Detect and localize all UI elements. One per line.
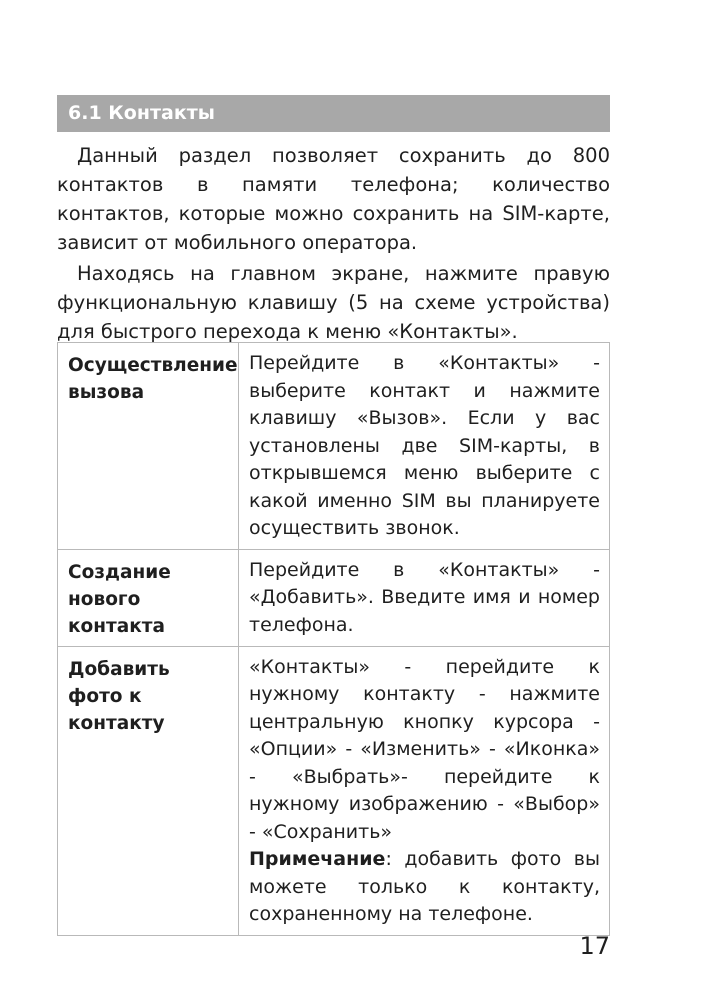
page-number: 17 [579, 932, 610, 960]
row-term-call: Осуществление вызова [58, 343, 239, 550]
intro-text [57, 141, 610, 348]
note [249, 846, 600, 929]
intro-paragraph-2: Находясь на главном экране, нажмите правую функциональную клавишу (5 на схеме устройства) для быстрого перехода к меню «Контакты». [57, 262, 610, 343]
intro-paragraph-1: Данный раздел позволяет сохранить до 800 контактов в памяти телефона; количество контактов, которые можно сохранить на SIM-карте, зависит от мобильного оператора. [57, 144, 610, 254]
table-row [58, 646, 610, 935]
table-row [58, 549, 610, 646]
row-term-add-photo: Добавить фото к контакту [58, 646, 239, 935]
description-text: Перейдите в «Контакты» - выберите контакт и нажмите клавишу «Вызов». Если у вас установлены две SIM-карты, в открывшемся меню выберите с какой именно SIM вы планируете осуществить звонок. [249, 352, 600, 539]
table-row [58, 343, 610, 550]
row-term-create-contact: Создание нового контакта [58, 549, 239, 646]
contacts-table [57, 342, 610, 936]
note-label: Примечание [249, 848, 386, 870]
row-description-create-contact [239, 549, 610, 646]
note-text: : добавить фото вы можете только к контакту, сохраненному на телефоне. [249, 848, 600, 925]
description-text: «Контакты» - перейдите к нужному контакту - нажмите центральную кнопку курсора - «Опции» - «Изменить» - «Иконка» - «Выбрать»- перейдите к нужному изображению - «Выбор» - «Сохранить» [249, 655, 600, 843]
description-text: Перейдите в «Контакты» - «Добавить». Введите имя и номер телефона. [249, 558, 600, 636]
row-description-call [239, 343, 610, 550]
section-title: 6.1 Контакты [57, 95, 610, 132]
row-description-add-photo [239, 646, 610, 935]
